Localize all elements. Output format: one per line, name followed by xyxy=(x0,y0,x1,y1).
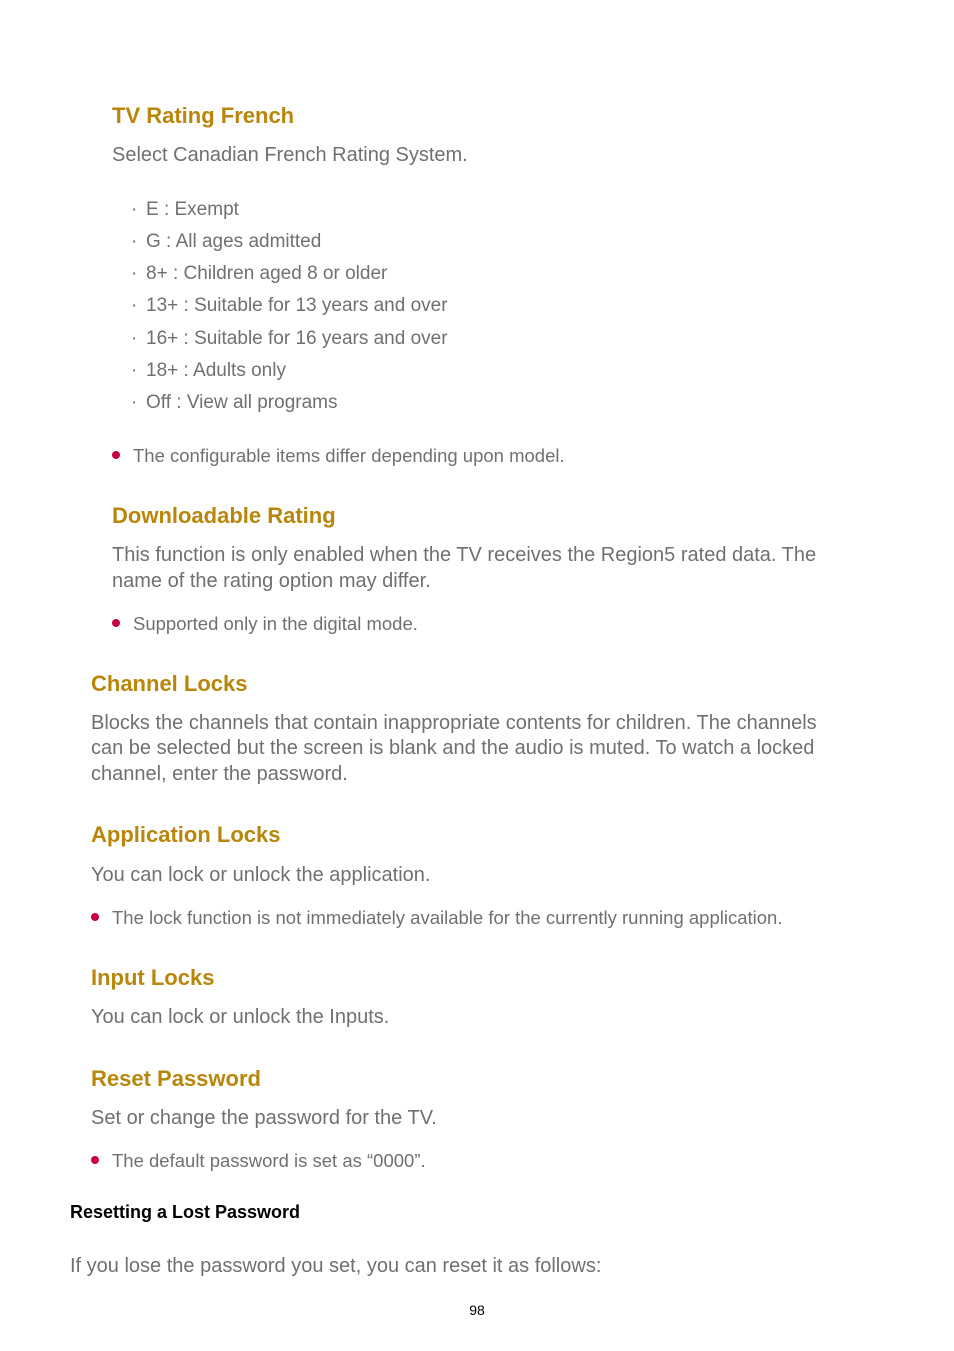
rating-item: · G : All ages admitted xyxy=(131,231,322,252)
section-heading-downloadable-rating: Downloadable Rating xyxy=(112,503,336,528)
note-item: The default password is set as “0000”. xyxy=(91,1150,426,1172)
section-heading-reset-password: Reset Password xyxy=(91,1066,261,1091)
note-item: The configurable items differ depending upon model. xyxy=(112,445,565,467)
rating-item: · 13+ : Suitable for 13 years and over xyxy=(131,295,448,316)
paragraph-line: You can lock or unlock the Inputs. xyxy=(91,1006,390,1028)
section-heading-channel-locks: Channel Locks xyxy=(91,671,248,696)
rating-item: · E : Exempt xyxy=(131,199,239,220)
bullet-icon xyxy=(91,1156,99,1164)
note-item: The lock function is not immediately available for the currently running application. xyxy=(91,907,782,929)
section-intro: Select Canadian French Rating System. xyxy=(112,144,468,166)
paragraph-line: You can lock or unlock the application. xyxy=(91,864,431,886)
rating-item: · 18+ : Adults only xyxy=(131,360,286,381)
paragraph-line: This function is only enabled when the TV receives the Region5 rated data. The xyxy=(112,544,817,566)
bullet-icon xyxy=(112,451,120,459)
rating-item: · 8+ : Children aged 8 or older xyxy=(131,263,388,284)
bullet-icon xyxy=(91,913,99,921)
note-item: Supported only in the digital mode. xyxy=(112,613,418,635)
paragraph-line: If you lose the password you set, you can reset it as follows: xyxy=(70,1255,602,1277)
section-heading-input-locks: Input Locks xyxy=(91,965,215,990)
subheading-resetting-lost-password: Resetting a Lost Password xyxy=(70,1202,301,1222)
paragraph-line: name of the rating option may differ. xyxy=(112,570,431,592)
section-heading-tv-rating-french: TV Rating French xyxy=(112,103,295,128)
rating-item: · 16+ : Suitable for 16 years and over xyxy=(131,328,448,349)
section-heading-application-locks: Application Locks xyxy=(91,822,281,847)
paragraph-line: Set or change the password for the TV. xyxy=(91,1107,437,1129)
rating-item: · Off : View all programs xyxy=(131,392,338,413)
paragraph-line: Blocks the channels that contain inappropriate contents for children. The channels xyxy=(91,712,817,734)
page-number: 98 xyxy=(469,1302,485,1318)
paragraph-line: channel, enter the password. xyxy=(91,763,348,785)
bullet-icon xyxy=(112,619,120,627)
paragraph-line: can be selected but the screen is blank and the audio is muted. To watch a locked xyxy=(91,737,815,759)
